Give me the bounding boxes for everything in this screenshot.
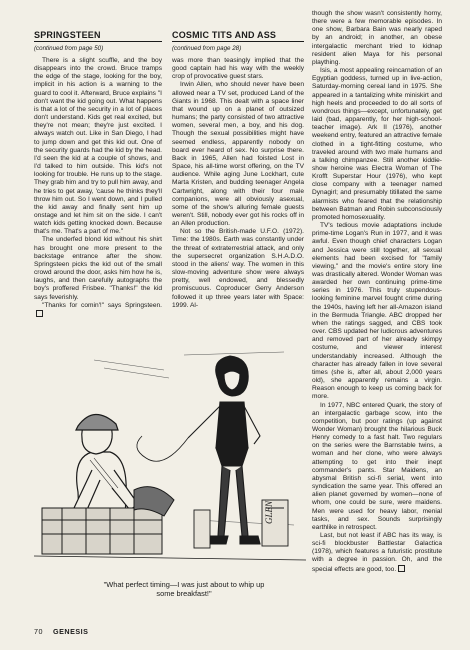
cosmic-paragraph: Not so the British-made U.F.O. (1972). Time: the 1980s. Earth was constantly under the threat of extraterrestrial attack, and only the supersecret organization S.H.A.D.O. stood in the aliens' way. The women in this slow-moving adventure show were always pretty, well endowed, and blessedly promiscuous. Coproducer Gerry Anderson followed it up three years later with Space: 1999. Al-: [172, 228, 304, 309]
cartoon-illustration: [34, 340, 306, 580]
springsteen-continued-line: (continued from page 50): [34, 45, 104, 52]
heading-rule: [172, 41, 304, 42]
cosmic-paragraph: In 1977, NBC entered Quark, the story of an intergalactic garbage scow, into the competition, but poor ratings (up against Wonder Woman) brought the hilarious Buck Henry comedy to a fast halt. Two regulars on the series were the Barnstable twins, a woman and her clone, who were always attempting to get into their inept commander's pants. Star Maidens, an abysmal British sci-fi serial, went into syndication the same year. This offered an alien planet governed by women—none of whom, one could be sure, were maidens. Men were used for heavy labor, menial tasks, and sex. Sounds surprisingly earthlike in retrospect.: [312, 401, 442, 531]
springsteen-heading: SPRINGSTEEN: [34, 30, 101, 40]
cosmic-continued-line: (continued from page 28): [172, 45, 242, 52]
springsteen-paragraph: The underfed blond kid without his shirt has brought one more present to the backstage entrance after the show. Springsteen picks the kid out of the small crowd around the door, asks him how he is, laughs, and then carefully autographs the boy's proffered Frisbee. "Thanks!" the kid says feverishly.: [34, 236, 162, 301]
cosmic-column: [172, 30, 304, 310]
caption-line: "What perfect timing—I was just about to whip up: [103, 580, 265, 589]
artist-signature: GLEN: [264, 500, 274, 524]
page-folio: [34, 627, 88, 636]
cosmic-paragraph: Isis, a most appealing reincarnation of an Egyptian goddess, turned up in live-action, Saturday-morning cereal land in 1975. She appeared in a tantalizing white miniskirt and high heels and proceeded to do all sorts of wondrous things—except, unfortunately, get laid (bad, apparently, for her high-school-teacher image). Ark II (1976), another weekend entry, featured an attractive female clothed in a tight-fitting costume, who traveled around with two male humans and a talking chimpanzee. Still another kiddie-show heroine was Electra Woman of The Krofft Superstar Hour (1976), who kept close company with a teenager named Dynagirl; and presumably titillated the same alarmists who feared that the relationship between Batman and Robin subconsciously promoted homosexuality.: [312, 67, 442, 221]
springsteen-paragraph: There is a slight scuffle, and the boy disappears into the crowd. Bruce tramps the edge of the stage, looking for the boy, implicit in his action is a warning to the guard to cool it. Afterward, Bruce explains "I don't want the kid going out. What happens is that a lot of the security in a lot of places don't understand. Kids get real excited, but they're not mean; they're just excited. I always watch out. Like in San Diego, I had to jump down and get this kid out. One of the security guards had the kid by the head. I'd seen the kid at a couple of shows, and I'd talked to him outside. This kid's not looking for trouble. He runs up to the stage. They grab him and try to pull him away, and he tries to get away, 'cause he thinks they'll throw him out. So I went down, and I pulled the kid away and finally sent him up onstage and let him sit on the side. I can't watch kids getting knocked down. Because that's me. That's a part of me.": [34, 57, 162, 236]
cosmic-heading: COSMIC TITS AND ASS: [172, 30, 277, 40]
magazine-name: GENESIS: [53, 627, 89, 636]
cosmic-paragraph: Irwin Allen, who should never have been allowed near a TV set, produced Land of the Giants in 1968. This dealt with a space liner that wound up on a planet of outsized humans; the party consisted of two attractive women, several men, a boy, and his dog. Though the sexual possibilities might have seemed endless, apparently nobody on board ever heard of sex. No surprise there. Back in 1965, Allen had foisted Lost in Space, his all-time worst offering, on the TV audience. While aging June Lockhart, cute Marta Kristen, and budding teenager Angela Cartwright, along with their four male companions, were all obviously asexual, some of the show's alluring female guests weren't. Still, nobody ever got his rocks off in an Allen production.: [172, 81, 304, 228]
cosmic-paragraph: TV's tedious movie adaptations include prime-time Logan's Run in 1977, and it was awful. Even though chief characters Logan and Jessica were still together, all sexual elements had been excised for "family viewing," and the movie's entire story line was drastically altered. Wonder Woman was awarded her own continuing prime-time series in 1976. This truly stupendous-looking feminine marvel fought crime during the 1940s, having left her all-Amazon island in the Bermuda Triangle. ABC dropped her when the ratings sagged, and CBS took over. CBS updated her ludicrous adventures and removed part of her already skimpy costume, and viewer interest understandably increased. Although the character has already fallen in love several times (she is, after all, about 2,000 years old), she apparently remains a virgin. Reason enough to keep us coming back for more.: [312, 222, 442, 401]
ground-line: [34, 556, 306, 560]
cosmic-paragraph: though the show wasn't consistently horny, there were a few memorable episodes. In one show, Barbara Bain was nearly raped by an android; in another, an obese intergalactic merchant tried to kidnap resident alien Maya for his personal plaything.: [312, 10, 442, 66]
caption-line: some breakfast!": [156, 589, 212, 599]
springsteen-paragraph: [34, 302, 162, 319]
cosmic-paragraph: was more than teasingly implied that the good captain had his way with the weekly crop of provocative guest stars.: [172, 57, 304, 81]
springsteen-closing-text: "Thanks for comin'!" says Springsteen.: [42, 301, 162, 309]
page-number: 70: [34, 627, 43, 636]
cartoon-caption: [64, 580, 304, 598]
heading-rule: [34, 41, 162, 42]
end-mark-icon: [398, 565, 405, 572]
cosmic-continuation-column: [312, 10, 442, 574]
cosmic-paragraph: [312, 532, 442, 574]
springsteen-column: [34, 30, 162, 319]
cosmic-closing-text: Last, but not least if ABC has its way, is sci-fi blockbuster Battlestar Galactica (1978), which features a futuristic prostitute with a degree in passion. Oh, and the special effects are good, too.: [312, 532, 442, 573]
end-mark-icon: [36, 310, 43, 317]
